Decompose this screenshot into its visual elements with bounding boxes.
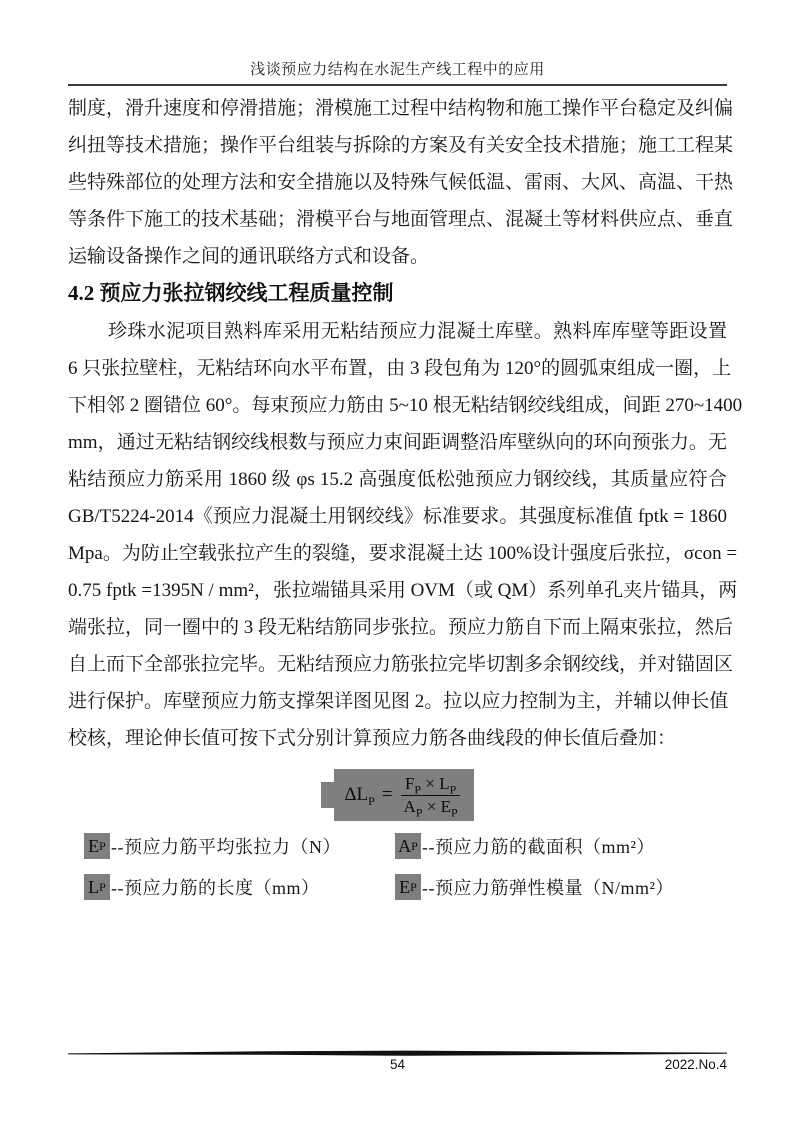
paragraph-1-line: 制度，滑升速度和停滑措施；滑模施工过程中结构物和施工操作平台稳定及纠偏 [68, 98, 734, 119]
paragraph-2-line: 进行保护。库壁预应力筋支撑架详图见图 2。拉以应力控制为主，并辅以伸长值 [68, 691, 729, 712]
elongation-formula [68, 767, 727, 823]
symbol-highlight: E P [395, 874, 421, 900]
page-header [68, 0, 727, 86]
paragraph-2-line: 粘结预应力筋采用 1860 级 φs 15.2 高强度低松弛预应力钢绞线，其质量应符合 [68, 469, 727, 490]
definition-item [395, 833, 727, 859]
formula-equals: = [381, 784, 393, 805]
footer-texts [68, 1057, 727, 1077]
page-content [68, 0, 743, 900]
paragraph-2 [68, 313, 743, 757]
symbol-highlight: E P [84, 833, 110, 859]
definition-text: --预应力筋的截面积（mm²） [422, 837, 655, 857]
paragraph-1-line: 运输设备操作之间的通讯联络方式和设备。 [68, 246, 430, 267]
paragraph-2-line: GB/T5224-2014《预应力混凝土用钢绞线》标准要求。其强度标准值 fptk = 1860 [68, 506, 727, 527]
paragraph-1 [68, 90, 734, 275]
paragraph-2-line: 珍珠水泥项目熟料库采用无粘结预应力混凝土库壁。熟料库库壁等距设置 [108, 321, 727, 342]
definition-item [84, 833, 395, 859]
page-footer [68, 1050, 727, 1122]
formula-lhs: $\Delta L_P$ [344, 784, 375, 808]
paragraph-1-line: 纠扭等技术措施；操作平台组装与拆除的方案及有关安全技术措施；施工工程某 [68, 135, 734, 156]
paragraph-2-line: mm，通过无粘结钢绞线根数与预应力束间距调整沿库壁纵向的环向预张力。无 [68, 432, 727, 453]
definition-text: --预应力筋弹性模量（N/mm²） [422, 878, 674, 898]
issue-number: 2022.No.4 [664, 1057, 727, 1072]
paragraph-2-line: 端张拉，同一圈中的 3 段无粘结筋同步张拉。预应力筋自下而上隔束张拉，然后 [68, 617, 734, 638]
symbol-highlight: A P [395, 833, 421, 859]
paragraph-1-line: 些特殊部位的处理方法和安全措施以及特殊气候低温、雷雨、大风、高温、干热 [68, 172, 734, 193]
paragraph-2-line: Mpa。为防止空载张拉产生的裂缝，要求混凝土达 100%设计强度后张拉，σcon = [68, 543, 738, 564]
formula-fraction [400, 774, 462, 817]
definition-item [395, 874, 727, 900]
formula-numerator: $F_P \times L_P$ [401, 774, 460, 796]
paragraph-2-line: 6 只张拉壁柱，无粘结环向水平布置，由 3 段包角为 120°的圆弧束组成一圈，上 [68, 358, 732, 379]
paragraph-2-line: 校核，理论伸长值可按下式分别计算预应力筋各曲线段的伸长值后叠加： [68, 728, 677, 749]
paragraph-1-line: 等条件下施工的技术基础；滑模平台与地面管理点、混凝土等材料供应点、垂直 [68, 209, 734, 230]
running-head-title: 浅谈预应力结构在水泥生产线工程中的应用 [250, 62, 545, 78]
formula-denominator: $A_P \times E_P$ [403, 796, 458, 819]
paragraph-2-line: 自上而下全部张拉完毕。无粘结预应力筋张拉完毕切割多余钢绞线，并对锚固区 [68, 654, 734, 675]
paragraph-2-line: 下相邻 2 圈错位 60°。每束预应力筋由 5~10 根无粘结钢绞线组成，间距 270~1400 [68, 395, 743, 416]
paragraph-2-line: 0.75 fptk =1395N / mm²，张拉端锚具采用 OVM（或 QM）系列单孔夹片锚具，两 [68, 580, 738, 601]
definition-text: --预应力筋平均张拉力（N） [111, 837, 341, 857]
formula-box [334, 769, 473, 821]
page-number: 54 [389, 1057, 406, 1072]
definition-text: --预应力筋的长度（mm） [111, 878, 320, 898]
section-heading: 4.2 预应力张拉钢绞线工程质量控制 [68, 281, 394, 305]
formula-highlight-shape [321, 769, 473, 821]
symbol-highlight: L P [84, 874, 110, 900]
formula-notch [321, 782, 334, 808]
definition-item [84, 874, 395, 900]
symbol-definitions [84, 833, 727, 900]
